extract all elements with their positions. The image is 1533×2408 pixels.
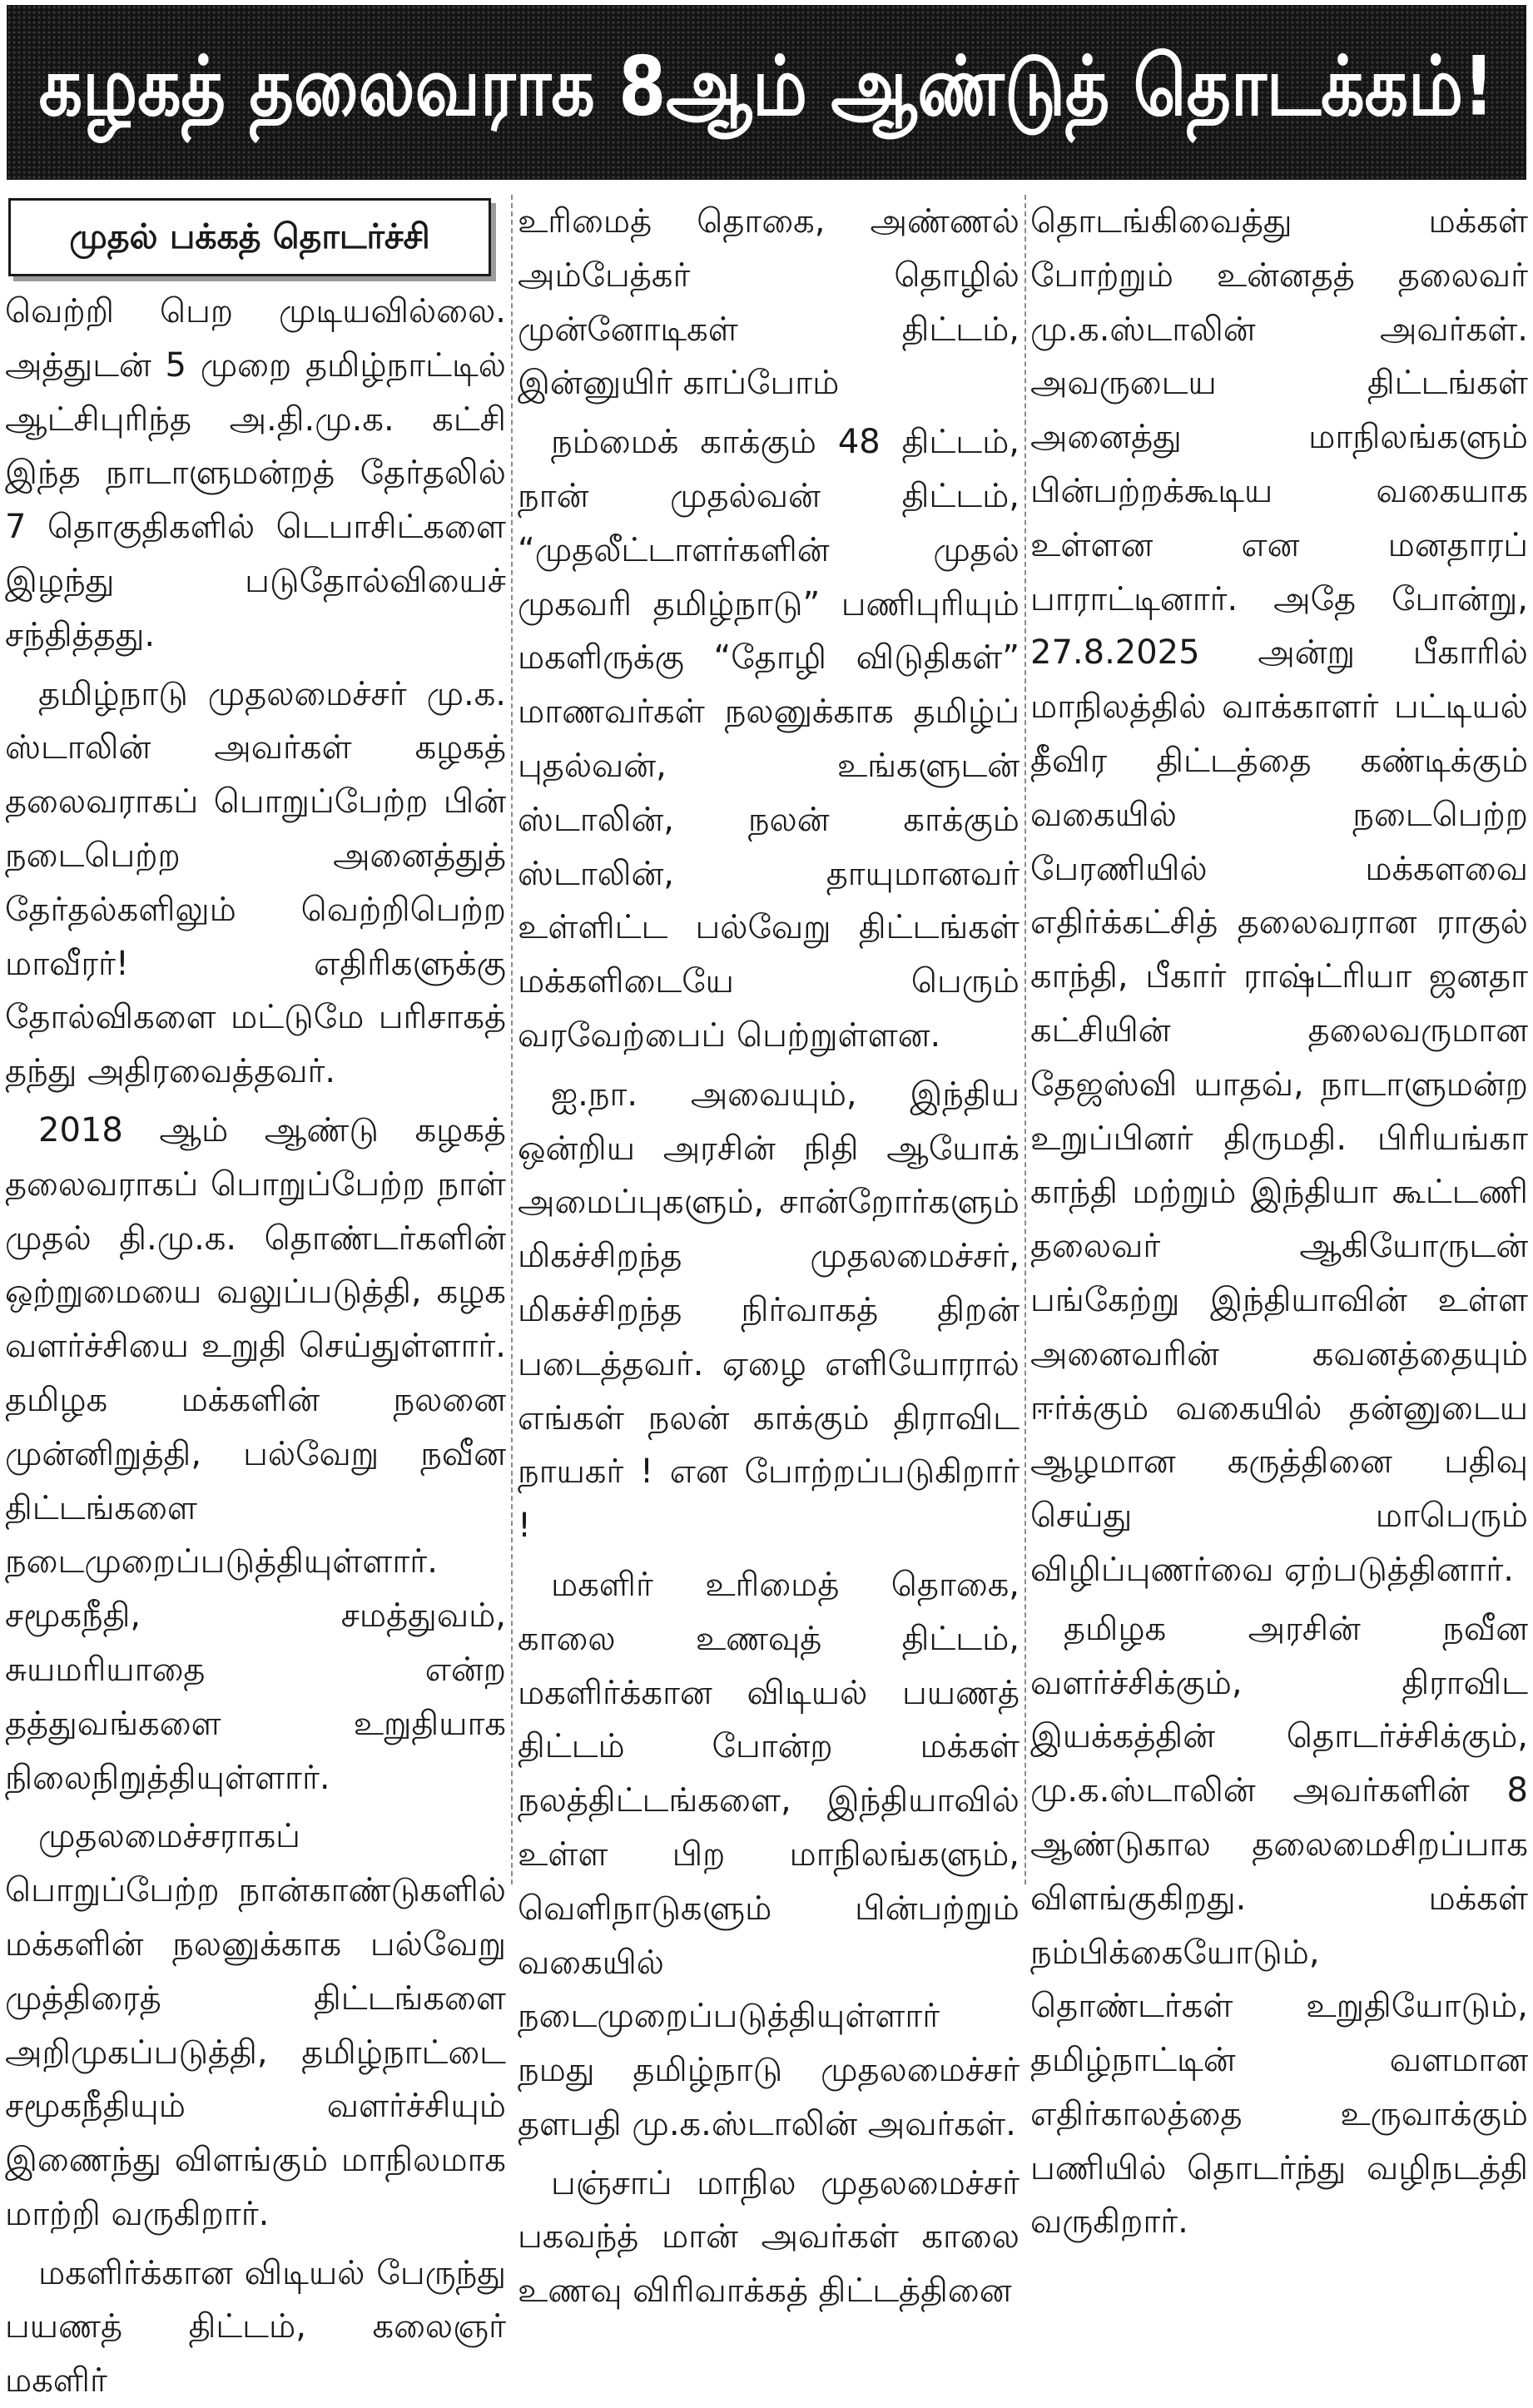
- paragraph: மகளிர்க்கான விடியல் பேருந்து பயணத் திட்டம், கலைஞர் மகளிர்: [5, 2253, 506, 2401]
- paragraph: தமிழக அரசின் நவீன வளர்ச்சிக்கும், திராவிட இயக்கத்தின் தொடர்ச்சிக்கும், மு.க.ஸ்டாலின் அவர்களின் 8 ஆண்டுகால தலைமைசிறப்பாக விளங்குகிறது. மக்கள் நம்பிக்கையோடும், தொண்டர்கள் உறுதியோடும், தமிழ்நாட்டின் வளமான எதிர்காலத்தை உருவாக்கும் பணியில் தொடர்ந்து வழிநடத்தி வருகிறார்.: [1030, 1609, 1528, 2242]
- paragraph: வெற்றி பெற முடியவில்லை. அத்துடன் 5 முறை தமிழ்நாட்டில் ஆட்சிபுரிந்த அ.தி.மு.க. கட்சி இந்த நாடாளுமன்றத் தேர்தலில் 7 தொகுதிகளில் டெபாசிட்களை இழந்து படுதோல்வியைச் சந்தித்தது.: [5, 292, 506, 654]
- article-column-1: [5, 195, 506, 2401]
- paragraph: உரிமைத் தொகை, அண்ணல் அம்பேத்கர் தொழில் முன்னோடிகள் திட்டம், இன்னுயிர் காப்போம்: [518, 202, 1020, 403]
- column-divider-1: [511, 195, 513, 1884]
- headline: கழகத் தலைவராக 8ஆம் ஆண்டுத் தொடக்கம்!: [38, 39, 1495, 135]
- paragraph: பஞ்சாப் மாநில முதலமைச்சர் பகவந்த் மான் அவர்கள் காலை உணவு விரிவாக்கத் திட்டத்தினை: [518, 2163, 1020, 2311]
- paragraph: ஐ.நா. அவையும், இந்திய ஒன்றிய அரசின் நிதி ஆயோக் அமைப்புகளும், சான்றோர்களும் மிகச்சிறந்த முதலமைச்சர், மிகச்சிறந்த நிர்வாகத் திறன் படைத்தவர். ஏழை எளியோரால் எங்கள் நலன் காக்கும் திராவிட நாயகர் ! என போற்றப்படுகிறார் !: [518, 1075, 1020, 1546]
- continuation-label-box: முதல் பக்கத் தொடர்ச்சி: [8, 198, 491, 276]
- article-column-2: [518, 195, 1020, 2311]
- column-divider-2: [1024, 195, 1026, 1884]
- paragraph: முதலமைச்சராகப் பொறுப்பேற்ற நான்காண்டுகளில் மக்களின் நலனுக்காக பல்வேறு முத்திரைத் திட்டங்களை அறிமுகப்படுத்தி, தமிழ்நாட்டை சமூகநீதியும் வளர்ச்சியும் இணைந்து விளங்கும் மாநிலமாக மாற்றி வருகிறார்.: [5, 1817, 506, 2233]
- paragraph: நம்மைக் காக்கும் 48 திட்டம், நான் முதல்வன் திட்டம், “முதலீட்டாளர்களின் முதல் முகவரி தமிழ்நாடு” பணிபுரியும் மகளிருக்கு “தோழி விடுதிகள்” மாணவர்கள் நலனுக்காக தமிழ்ப் புதல்வன், உங்களுடன் ஸ்டாலின், நலன் காக்கும் ஸ்டாலின், தாயுமானவர் உள்ளிட்ட பல்வேறு திட்டங்கள் மக்களிடையே பெரும் வரவேற்பைப் பெற்றுள்ளன.: [518, 423, 1020, 1055]
- paragraph: 2018 ஆம் ஆண்டு கழகத் தலைவராகப் பொறுப்பேற்ற நாள் முதல் தி.மு.க. தொண்டர்களின் ஒற்றுமையை வலுப்படுத்தி, கழக வளர்ச்சியை உறுதி செய்துள்ளார். தமிழக மக்களின் நலனை முன்னிறுத்தி, பல்வேறு நவீன திட்டங்களை நடைமுறைப்படுத்தியுள்ளார். சமூகநீதி, சமத்துவம், சுயமரியாதை என்ற தத்துவங்களை உறுதியாக நிலைநிறுத்தியுள்ளார்.: [5, 1110, 506, 1797]
- paragraph: தமிழ்நாடு முதலமைச்சர் மு.க. ஸ்டாலின் அவர்கள் கழகத் தலைவராகப் பொறுப்பேற்ற பின் நடைபெற்ற அனைத்துத் தேர்தல்களிலும் வெற்றிபெற்ற மாவீரர்! எதிரிகளுக்கு தோல்விகளை மட்டுமே பரிசாகத் தந்து அதிரவைத்தவர்.: [5, 674, 506, 1091]
- headline-banner: [7, 5, 1526, 180]
- paragraph: தொடங்கிவைத்து மக்கள் போற்றும் உன்னதத் தலைவர் மு.க.ஸ்டாலின் அவர்கள். அவருடைய திட்டங்கள் அனைத்து மாநிலங்களும் பின்பற்றக்கூடிய வகையாக உள்ளன என மனதாரப் பாராட்டினார். அதே போன்று, 27.8.2025 அன்று பீகாரில் மாநிலத்தில் வாக்காளர் பட்டியல் தீவிர திட்டத்தை கண்டிக்கும் வகையில் நடைபெற்ற பேரணியில் மக்களவை எதிர்க்கட்சித் தலைவரான ராகுல் காந்தி, பீகார் ராஷ்ட்ரியா ஜனதா கட்சியின் தலைவருமான தேஜஸ்வி யாதவ், நாடாளுமன்ற உறுப்பினர் திருமதி. பிரியங்கா காந்தி மற்றும் இந்தியா கூட்டணி தலைவர் ஆகியோருடன் பங்கேற்று இந்தியாவின் உள்ள அனைவரின் கவனத்தையும் ஈர்க்கும் வகையில் தன்னுடைய ஆழமான கருத்தினை பதிவு செய்து மாபெரும் விழிப்புணர்வை ஏற்படுத்தினார்.: [1030, 202, 1528, 1589]
- paragraph: மகளிர் உரிமைத் தொகை, காலை உணவுத் திட்டம், மகளிர்க்கான விடியல் பயணத் திட்டம் போன்ற மக்கள் நலத்திட்டங்களை, இந்தியாவில் உள்ள பிற மாநிலங்களும், வெளிநாடுகளும் பின்பற்றும் வகையில் நடைமுறைப்படுத்தியுள்ளார் நமது தமிழ்நாடு முதலமைச்சர் தளபதி மு.க.ஸ்டாலின் அவர்கள்.: [518, 1565, 1020, 2143]
- article-column-3: [1030, 195, 1528, 2242]
